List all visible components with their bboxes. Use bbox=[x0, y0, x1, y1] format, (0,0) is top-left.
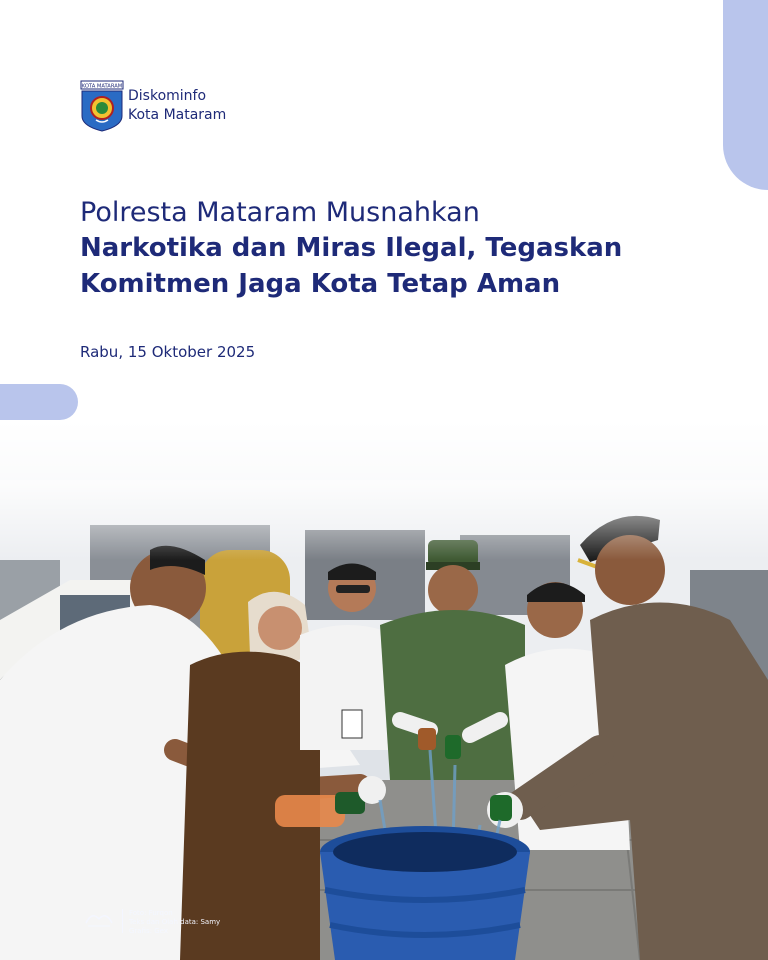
headline-line1: Polresta Mataram Musnahkan bbox=[80, 197, 480, 228]
headline-line2: Narkotika dan Miras Ilegal, Tegaskan bbox=[80, 233, 623, 263]
headline-line3: Komitmen Jaga Kota Tetap Aman bbox=[80, 269, 561, 299]
event-photo bbox=[0, 420, 768, 960]
credit-graphic: Grafis: Gex bbox=[129, 927, 168, 935]
kota-mataram-emblem-icon bbox=[80, 80, 124, 132]
decorative-shape-left bbox=[0, 384, 78, 420]
photo-top-fade bbox=[0, 420, 768, 560]
headline bbox=[80, 196, 720, 302]
photo-credits bbox=[82, 909, 220, 936]
decorative-shape-right bbox=[723, 0, 768, 190]
mataram-city-logo-icon bbox=[82, 909, 116, 931]
brand-name-line2: Kota Mataram bbox=[128, 107, 227, 123]
badge-text: KOTA MATARAM bbox=[81, 83, 123, 90]
credit-text: Teks dan Olah data: Samy bbox=[129, 918, 221, 926]
credits-divider bbox=[122, 909, 123, 933]
publish-date: Rabu, 15 Oktober 2025 bbox=[80, 343, 256, 361]
brand-name-line1: Diskominfo bbox=[128, 88, 207, 104]
brand-logo[interactable] bbox=[80, 80, 226, 132]
credit-photo: Foto: Furqon bbox=[129, 909, 173, 917]
